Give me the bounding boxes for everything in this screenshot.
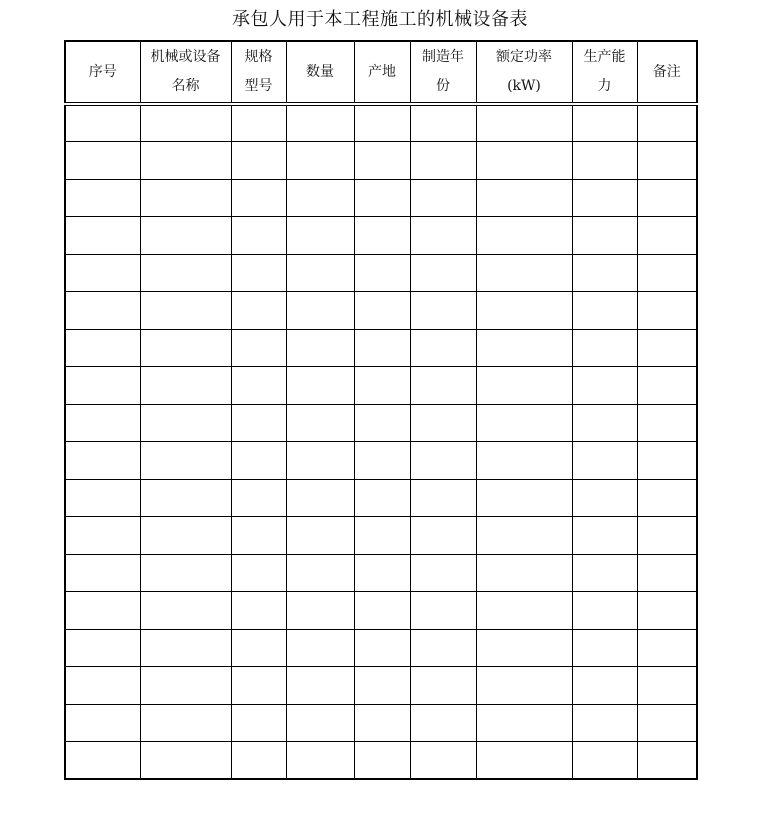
table-cell [637, 367, 697, 405]
header-label-line: 力 [597, 78, 612, 94]
table-cell [354, 179, 410, 217]
table-cell [476, 292, 572, 330]
header-label-line: 生产能 [583, 49, 626, 65]
table-cell [637, 254, 697, 292]
table-cell [476, 592, 572, 630]
table-cell [572, 367, 637, 405]
table-cell [286, 254, 354, 292]
header-spec-model [231, 41, 286, 104]
equipment-table [64, 40, 698, 780]
table-cell [354, 479, 410, 517]
table-cell [286, 329, 354, 367]
table-cell [354, 592, 410, 630]
table-cell [410, 179, 476, 217]
table-row [65, 592, 697, 630]
table-cell [140, 742, 231, 780]
table-cell [65, 254, 140, 292]
table-cell [140, 704, 231, 742]
table-cell [140, 517, 231, 555]
table-cell [286, 292, 354, 330]
table-cell [476, 217, 572, 255]
table-cell [231, 329, 286, 367]
header-production-capacity [572, 41, 637, 104]
table-cell [65, 479, 140, 517]
table-row [65, 554, 697, 592]
table-cell [410, 479, 476, 517]
table-cell [231, 217, 286, 255]
table-cell [140, 292, 231, 330]
table-cell [572, 479, 637, 517]
table-cell [65, 104, 140, 142]
table-cell [231, 629, 286, 667]
table-cell [231, 442, 286, 480]
table-cell [140, 404, 231, 442]
table-cell [476, 479, 572, 517]
table-cell [476, 404, 572, 442]
table-cell [231, 404, 286, 442]
table-cell [410, 554, 476, 592]
table-cell [65, 629, 140, 667]
table-cell [637, 517, 697, 555]
table-header [65, 41, 697, 104]
header-serial-number [65, 41, 140, 104]
header-label-line: 份 [436, 78, 450, 94]
table-cell [65, 142, 140, 180]
table-cell [65, 329, 140, 367]
table-cell [231, 367, 286, 405]
table-row [65, 104, 697, 142]
header-label-line: 数量 [306, 63, 334, 80]
table-cell [286, 217, 354, 255]
table-cell [410, 667, 476, 705]
table-cell [637, 104, 697, 142]
table-cell [637, 404, 697, 442]
table-cell [231, 142, 286, 180]
table-cell [572, 442, 637, 480]
table-cell [476, 442, 572, 480]
table-cell [637, 629, 697, 667]
header-quantity [286, 41, 354, 104]
table-row [65, 404, 697, 442]
table-cell [140, 442, 231, 480]
table-cell [65, 667, 140, 705]
table-cell [286, 404, 354, 442]
table-cell [231, 592, 286, 630]
table-cell [354, 142, 410, 180]
table-cell [286, 479, 354, 517]
table-cell [410, 104, 476, 142]
table-cell [476, 254, 572, 292]
table-cell [354, 329, 410, 367]
table-cell [572, 667, 637, 705]
table-cell [140, 142, 231, 180]
table-cell [65, 367, 140, 405]
table-row [65, 179, 697, 217]
table-cell [410, 629, 476, 667]
table-cell [637, 742, 697, 780]
table-cell [476, 667, 572, 705]
table-cell [286, 104, 354, 142]
table-cell [286, 142, 354, 180]
table-row [65, 367, 697, 405]
table-cell [476, 329, 572, 367]
table-cell [65, 742, 140, 780]
table-cell [572, 554, 637, 592]
table-cell [572, 179, 637, 217]
table-cell [140, 667, 231, 705]
page-title: 承包人用于本工程施工的机械设备表 [232, 9, 528, 30]
table-cell [231, 554, 286, 592]
header-label-line: 额定功率 [496, 49, 552, 65]
table-row [65, 517, 697, 555]
table-cell [286, 179, 354, 217]
table-cell [354, 667, 410, 705]
table-row [65, 704, 697, 742]
table-cell [476, 742, 572, 780]
table-cell [410, 742, 476, 780]
table-cell [65, 292, 140, 330]
header-label-line: 名称 [171, 78, 200, 94]
header-label-line: 备注 [652, 63, 681, 80]
table-cell [140, 592, 231, 630]
table-cell [410, 217, 476, 255]
table-cell [410, 292, 476, 330]
table-cell [572, 704, 637, 742]
table-cell [231, 517, 286, 555]
table-cell [354, 629, 410, 667]
header-label-line: (kW) [507, 78, 541, 94]
table-cell [637, 179, 697, 217]
table-cell [476, 704, 572, 742]
table-cell [286, 442, 354, 480]
table-cell [65, 554, 140, 592]
header-remarks [637, 41, 697, 104]
table-cell [410, 254, 476, 292]
table-cell [410, 329, 476, 367]
table-cell [572, 217, 637, 255]
header-equipment-name [140, 41, 231, 104]
table-row [65, 479, 697, 517]
table-cell [286, 667, 354, 705]
header-label-line: 规格 [244, 49, 273, 65]
table-cell [476, 104, 572, 142]
table-cell [231, 254, 286, 292]
table-body [65, 104, 697, 779]
header-rated-power [476, 41, 572, 104]
header-origin [354, 41, 410, 104]
table-cell [286, 517, 354, 555]
table-cell [572, 104, 637, 142]
table-cell [476, 142, 572, 180]
table-cell [572, 142, 637, 180]
header-label-line: 制造年 [422, 49, 464, 65]
header-manufacture-year [410, 41, 476, 104]
table-cell [286, 704, 354, 742]
table-cell [354, 104, 410, 142]
table-cell [140, 367, 231, 405]
table-cell [286, 742, 354, 780]
table-cell [410, 142, 476, 180]
table-row [65, 629, 697, 667]
table-row [65, 217, 697, 255]
table-cell [140, 179, 231, 217]
table-cell [140, 329, 231, 367]
table-cell [65, 592, 140, 630]
table-cell [476, 517, 572, 555]
table-cell [410, 442, 476, 480]
table-cell [231, 667, 286, 705]
table-cell [354, 367, 410, 405]
header-label-line: 机械或设备 [150, 49, 221, 65]
table-cell [354, 292, 410, 330]
table-cell [231, 704, 286, 742]
table-cell [354, 254, 410, 292]
table-cell [65, 704, 140, 742]
table-cell [231, 292, 286, 330]
table-cell [140, 217, 231, 255]
table-cell [572, 517, 637, 555]
table-cell [354, 742, 410, 780]
table-cell [286, 592, 354, 630]
header-label-line: 型号 [244, 78, 273, 94]
table-cell [410, 404, 476, 442]
table-cell [286, 629, 354, 667]
table-cell [65, 217, 140, 255]
table-cell [637, 554, 697, 592]
table-cell [476, 629, 572, 667]
table-cell [572, 292, 637, 330]
table-row [65, 142, 697, 180]
table-cell [354, 217, 410, 255]
table-cell [572, 742, 637, 780]
table-cell [354, 404, 410, 442]
table-row [65, 667, 697, 705]
table-cell [637, 667, 697, 705]
table-cell [231, 179, 286, 217]
table-cell [65, 442, 140, 480]
table-cell [354, 517, 410, 555]
header-row [65, 41, 697, 104]
table-cell [476, 367, 572, 405]
table-cell [572, 404, 637, 442]
table-cell [410, 367, 476, 405]
table-cell [140, 629, 231, 667]
table-cell [410, 517, 476, 555]
table-cell [354, 554, 410, 592]
table-cell [476, 179, 572, 217]
table-cell [572, 254, 637, 292]
table-cell [476, 554, 572, 592]
table-cell [354, 442, 410, 480]
table-cell [637, 292, 697, 330]
table-cell [572, 592, 637, 630]
table-row [65, 254, 697, 292]
table-cell [572, 629, 637, 667]
header-label-line: 产地 [368, 63, 396, 80]
table-cell [637, 329, 697, 367]
table-row [65, 292, 697, 330]
header-label-line: 序号 [88, 63, 117, 80]
table-cell [65, 179, 140, 217]
table-cell [637, 479, 697, 517]
table-cell [354, 704, 410, 742]
table-cell [286, 554, 354, 592]
table-cell [637, 217, 697, 255]
table-cell [410, 592, 476, 630]
table-cell [231, 479, 286, 517]
table-cell [231, 104, 286, 142]
table-cell [572, 329, 637, 367]
table-cell [637, 442, 697, 480]
table-cell [410, 704, 476, 742]
table-cell [637, 142, 697, 180]
table-row [65, 742, 697, 780]
table-cell [140, 104, 231, 142]
table-row [65, 329, 697, 367]
table-row [65, 442, 697, 480]
table-cell [140, 479, 231, 517]
table-cell [140, 554, 231, 592]
table-cell [637, 592, 697, 630]
table-cell [65, 517, 140, 555]
table-cell [637, 704, 697, 742]
table-cell [65, 404, 140, 442]
table-cell [140, 254, 231, 292]
table-cell [286, 367, 354, 405]
table-cell [231, 742, 286, 780]
